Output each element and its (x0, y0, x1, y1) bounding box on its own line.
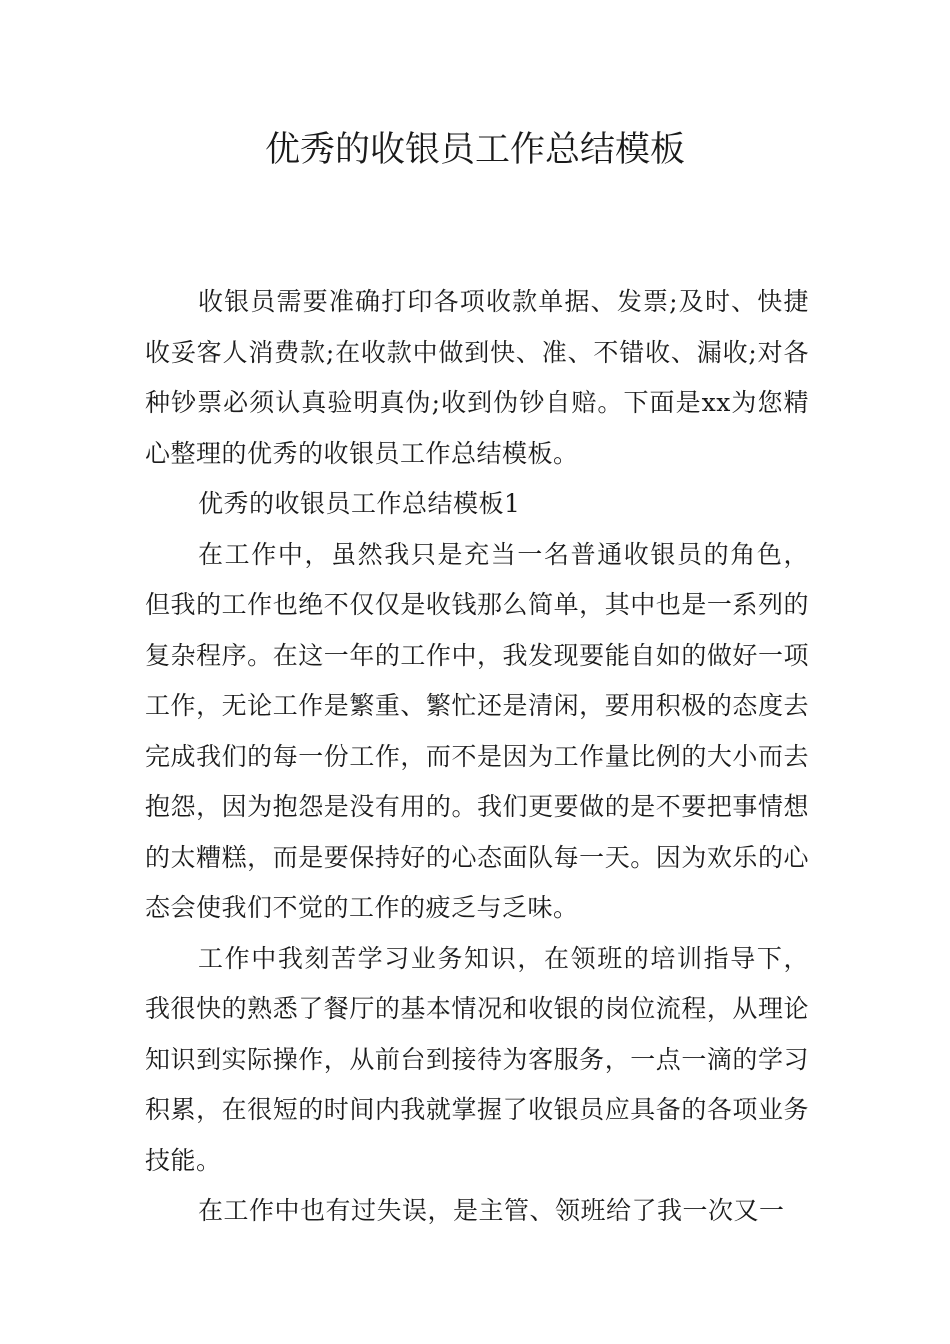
paragraph-mistakes: 在工作中也有过失误，是主管、领班给了我一次又一 (198, 1196, 785, 1225)
paragraph-intro: 收银员需要准确打印各项收款单据、发票;及时、快捷收妥客人消费款;在收款中做到快、准、不错收、漏收;对各种钞票必须认真验明真伪;收到伪钞自赔。下面是xx为您精心整理的优秀的收银员工作总结模板。 (145, 287, 809, 468)
paragraph-work-attitude: 在工作中，虽然我只是充当一名普通收银员的角色，但我的工作也绝不仅仅是收钱那么简单，其中也是一系列的复杂程序。在这一年的工作中，我发现要能自如的做好一项工作，无论工作是繁重、繁忙还是清闲，要用积极的态度去完成我们的每一份工作，而不是因为工作量比例的大小而去抱怨，因为抱怨是没有用的。我们更要做的是不要把事情想的太糟糕，而是要保持好的心态面队每一天。因为欢乐的心态会使我们不觉的工作的疲乏与乏味。 (145, 539, 809, 922)
document-title: 优秀的收银员工作总结模板 (264, 130, 685, 170)
paragraph-learning: 工作中我刻苦学习业务知识，在领班的培训指导下，我很快的熟悉了餐厅的基本情况和收银的岗位流程，从理论知识到实际操作，从前台到接待为客服务，一点一滴的学习积累，在很短的时间内我就掌握了收银员应具备的各项业务技能。 (145, 943, 809, 1175)
document-body (145, 277, 809, 1237)
section-heading-1: 优秀的收银员工作总结模板1 (198, 489, 521, 518)
